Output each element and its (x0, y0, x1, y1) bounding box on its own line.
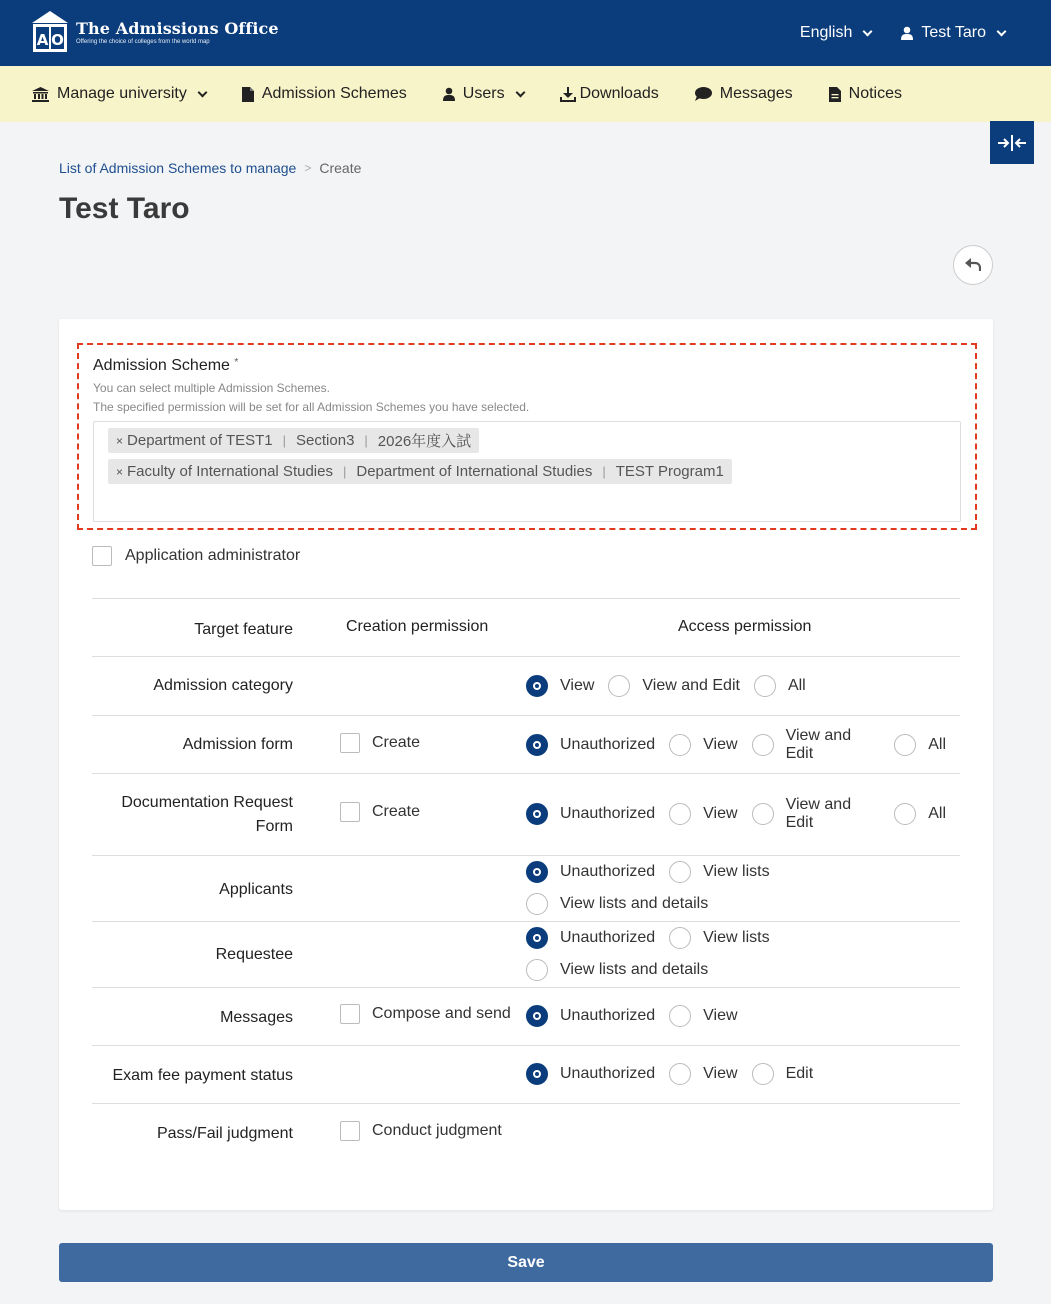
option-label: Unauthorized (560, 805, 656, 822)
admission-scheme-section (77, 343, 977, 530)
option-label: Unauthorized (560, 1065, 656, 1082)
header-access-permission: Access permission (678, 618, 812, 635)
notice-icon (829, 87, 841, 102)
main-nav (0, 66, 1051, 122)
radio[interactable] (669, 861, 691, 883)
scheme-hint-2: The specified permission will be set for all Admission Schemes you have selected. (93, 400, 530, 414)
back-button[interactable] (953, 245, 993, 285)
access-option[interactable] (526, 861, 655, 883)
feature-label: Admission form (182, 736, 293, 753)
access-option[interactable] (526, 803, 655, 825)
chevron-down-icon (863, 26, 873, 36)
feature-label: Exam fee payment status (112, 1067, 293, 1084)
nav-label: Users (462, 85, 505, 102)
tag-part: Section3 (296, 432, 355, 449)
permission-table (92, 598, 960, 1161)
nav-manage-university[interactable] (32, 85, 206, 103)
user-name: Test Taro (921, 24, 986, 41)
tag-separator: | (282, 433, 287, 448)
page-title: Test Taro (59, 192, 190, 225)
remove-tag-icon[interactable]: × (116, 433, 124, 448)
radio-selected[interactable] (526, 861, 548, 883)
tag-part: Faculty of International Studies (127, 463, 333, 480)
feature-label: Applicants (219, 881, 293, 898)
table-header-row (92, 598, 960, 656)
option-label: Unauthorized (560, 1007, 656, 1024)
radio[interactable] (752, 1063, 774, 1085)
option-label: View (703, 1065, 738, 1082)
radio[interactable] (526, 893, 548, 915)
feature-label: Admission category (153, 677, 293, 694)
breadcrumb-separator: > (304, 161, 312, 175)
option-label: View and Edit (642, 677, 740, 694)
tag-separator: | (602, 464, 606, 479)
scheme-label-text: Admission Scheme (93, 357, 230, 374)
nav-label: Messages (719, 85, 793, 102)
brand-title: The Admissions Office (76, 18, 279, 38)
application-admin-row (92, 546, 300, 566)
radio[interactable] (669, 1005, 691, 1027)
nav-label: Admission Schemes (261, 85, 407, 102)
option-label: Unauthorized (560, 736, 656, 753)
access-option[interactable] (669, 1063, 737, 1085)
radio[interactable] (752, 803, 774, 825)
option-label: Unauthorized (560, 863, 656, 880)
access-option[interactable] (669, 1005, 737, 1027)
university-icon (32, 87, 49, 102)
option-label: View lists and details (560, 961, 709, 978)
application-admin-label: Application administrator (125, 547, 301, 564)
radio[interactable] (608, 675, 630, 697)
brand-logo[interactable] (32, 11, 279, 52)
radio[interactable] (754, 675, 776, 697)
option-label: Edit (785, 1065, 814, 1082)
feature-label: Requestee (215, 946, 293, 963)
radio-selected[interactable] (526, 927, 548, 949)
breadcrumb-link[interactable]: List of Admission Schemes to manage (59, 160, 297, 176)
radio[interactable] (894, 803, 916, 825)
judgment-checkbox[interactable] (340, 1121, 360, 1141)
option-label: View and Edit (785, 727, 852, 762)
nav-messages[interactable] (695, 85, 793, 103)
create-checkbox[interactable] (340, 802, 360, 822)
option-label: View (703, 805, 738, 822)
creation-label: Create (372, 734, 421, 751)
feature-label: Pass/Fail judgment (156, 1125, 293, 1142)
chat-icon (695, 87, 712, 101)
radio[interactable] (669, 1063, 691, 1085)
tag-part: TEST Program1 (615, 463, 724, 480)
table-row (92, 921, 960, 987)
feature-label: Documentation Request Form (121, 794, 293, 835)
user-icon (901, 26, 913, 40)
remove-tag-icon[interactable]: × (116, 464, 124, 479)
creation-label: Compose and send (372, 1005, 511, 1022)
user-menu[interactable] (901, 24, 1005, 42)
admission-scheme-label (93, 357, 238, 375)
access-option[interactable] (669, 861, 769, 883)
option-label: View (703, 736, 738, 753)
access-option[interactable] (526, 927, 655, 949)
tag-part: 2026年度入試 (377, 433, 472, 450)
option-label: View (703, 1007, 738, 1024)
scheme-hint-1: You can select multiple Admission Schemes. (93, 381, 331, 395)
radio-selected[interactable] (526, 675, 548, 697)
logo-icon (32, 11, 68, 52)
tag-separator: | (342, 464, 347, 479)
user-icon (443, 87, 455, 101)
access-option[interactable] (894, 803, 946, 825)
creation-option[interactable] (340, 1121, 502, 1141)
breadcrumb-current: Create (319, 160, 362, 176)
access-option[interactable] (669, 803, 737, 825)
collapse-button[interactable] (990, 121, 1034, 164)
option-label: View (560, 677, 595, 694)
access-option[interactable] (526, 1005, 655, 1027)
radio-selected[interactable] (526, 803, 548, 825)
compose-checkbox[interactable] (340, 1004, 360, 1024)
nav-label: Notices (848, 85, 903, 102)
access-option[interactable] (752, 1063, 814, 1085)
create-checkbox[interactable] (340, 733, 360, 753)
nav-label: Downloads (579, 85, 659, 102)
breadcrumb (59, 160, 361, 176)
required-mark: * (234, 357, 239, 368)
radio-selected[interactable] (526, 1005, 548, 1027)
nav-label: Manage university (57, 85, 187, 102)
table-row (92, 987, 960, 1045)
download-icon (560, 87, 576, 102)
access-option[interactable] (526, 675, 594, 697)
svg-text:O: O (51, 31, 64, 49)
selected-scheme-tag (108, 459, 732, 484)
nav-notices[interactable] (829, 85, 902, 103)
header-creation-permission: Creation permission (346, 618, 489, 635)
admission-scheme-select[interactable] (93, 421, 961, 522)
collapse-icon (997, 133, 1027, 153)
option-label: Unauthorized (560, 929, 656, 946)
reply-arrow-icon (965, 258, 981, 272)
access-option[interactable] (669, 927, 769, 949)
table-row (92, 1103, 960, 1161)
access-option[interactable] (608, 675, 740, 697)
tag-part: Department of International Studies (356, 463, 593, 480)
access-option[interactable] (752, 796, 881, 832)
nav-downloads[interactable] (560, 85, 659, 103)
option-label: All (787, 677, 806, 694)
table-row (92, 855, 960, 921)
option-label: All (928, 805, 946, 822)
radio-selected[interactable] (526, 734, 548, 756)
language-selector[interactable] (800, 24, 871, 42)
access-option[interactable] (526, 959, 708, 981)
table-row (92, 773, 960, 855)
option-label: View lists (703, 863, 770, 880)
document-icon (242, 87, 254, 102)
option-label: View lists (703, 929, 770, 946)
selected-scheme-tag (108, 428, 479, 453)
creation-label: Create (372, 803, 421, 820)
application-admin-checkbox[interactable] (92, 546, 112, 566)
radio[interactable] (669, 734, 691, 756)
access-option[interactable] (754, 675, 806, 697)
nav-admission-schemes[interactable] (242, 85, 407, 103)
radio[interactable] (669, 927, 691, 949)
creation-option[interactable] (340, 733, 420, 753)
access-option[interactable] (526, 893, 708, 915)
access-option[interactable] (669, 734, 737, 756)
permission-form-card (59, 319, 993, 1210)
option-label: All (928, 736, 946, 753)
creation-option[interactable] (340, 802, 420, 822)
top-header (0, 0, 1051, 66)
tag-part: Department of TEST1 (127, 432, 273, 449)
table-row (92, 656, 960, 715)
radio[interactable] (526, 959, 548, 981)
access-option[interactable] (894, 734, 946, 756)
feature-label: Messages (220, 1009, 293, 1026)
creation-label: Conduct judgment (372, 1122, 502, 1139)
header-target-feature: Target feature (194, 621, 293, 638)
tag-separator: | (364, 433, 368, 448)
table-row (92, 715, 960, 773)
access-option[interactable] (752, 727, 881, 763)
table-row (92, 1045, 960, 1103)
svg-text:A: A (36, 31, 49, 49)
access-option[interactable] (526, 1063, 655, 1085)
creation-option[interactable] (340, 1004, 511, 1024)
access-option[interactable] (526, 734, 655, 756)
brand-subtitle: Offering the choice of colleges from the world map (76, 38, 210, 45)
radio[interactable] (669, 803, 691, 825)
chevron-down-icon (997, 26, 1007, 36)
radio[interactable] (894, 734, 916, 756)
option-label: View lists and details (560, 895, 709, 912)
language-label: English (799, 24, 853, 41)
radio[interactable] (752, 734, 774, 756)
save-button[interactable]: Save (59, 1243, 993, 1282)
nav-users[interactable] (443, 85, 524, 103)
radio-selected[interactable] (526, 1063, 548, 1085)
option-label: View and Edit (785, 796, 852, 831)
chevron-down-icon (515, 87, 525, 97)
chevron-down-icon (197, 87, 207, 97)
